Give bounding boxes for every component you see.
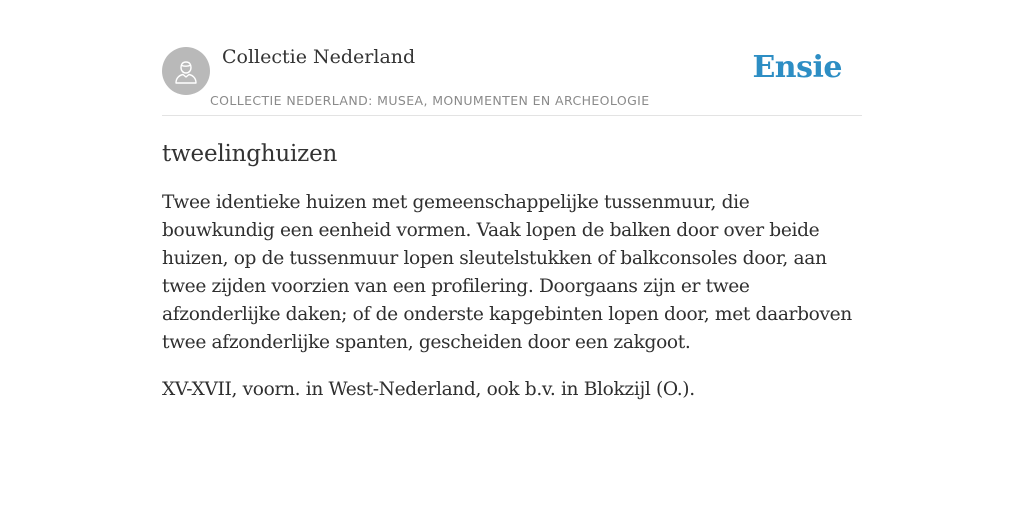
entry-note: XV-XVII, voorn. in West-Nederland, ook b.v. in Blokzijl (O.). xyxy=(162,379,695,400)
author-avatar[interactable] xyxy=(162,47,210,95)
entry-definition: Twee identieke huizen met gemeenschappelijke tussenmuur, die bouwkundig een eenheid vormen. Vaak lopen de balken door over beide huizen, op de tussenmuur lopen sleutelstukken of balkconsoles door, aan twee zijden voorzien van een profilering. Doorgaans zijn er twee afzonderlijke daken; of de onderste kapgebinten lopen door, met daarboven twee afzonderlijke spanten, gescheiden door een zakgoot. xyxy=(162,192,852,353)
entry-card xyxy=(162,40,862,404)
author-name-link[interactable]: Collectie Nederland xyxy=(222,46,416,68)
source-link[interactable]: COLLECTIE NEDERLAND: MUSEA, MONUMENTEN EN ARCHEOLOGIE xyxy=(210,93,650,108)
user-icon xyxy=(171,56,201,86)
ensie-logo-link[interactable]: Ensie xyxy=(752,50,842,85)
entry-header xyxy=(162,40,862,116)
entry-title: tweelinghuizen xyxy=(162,141,338,167)
